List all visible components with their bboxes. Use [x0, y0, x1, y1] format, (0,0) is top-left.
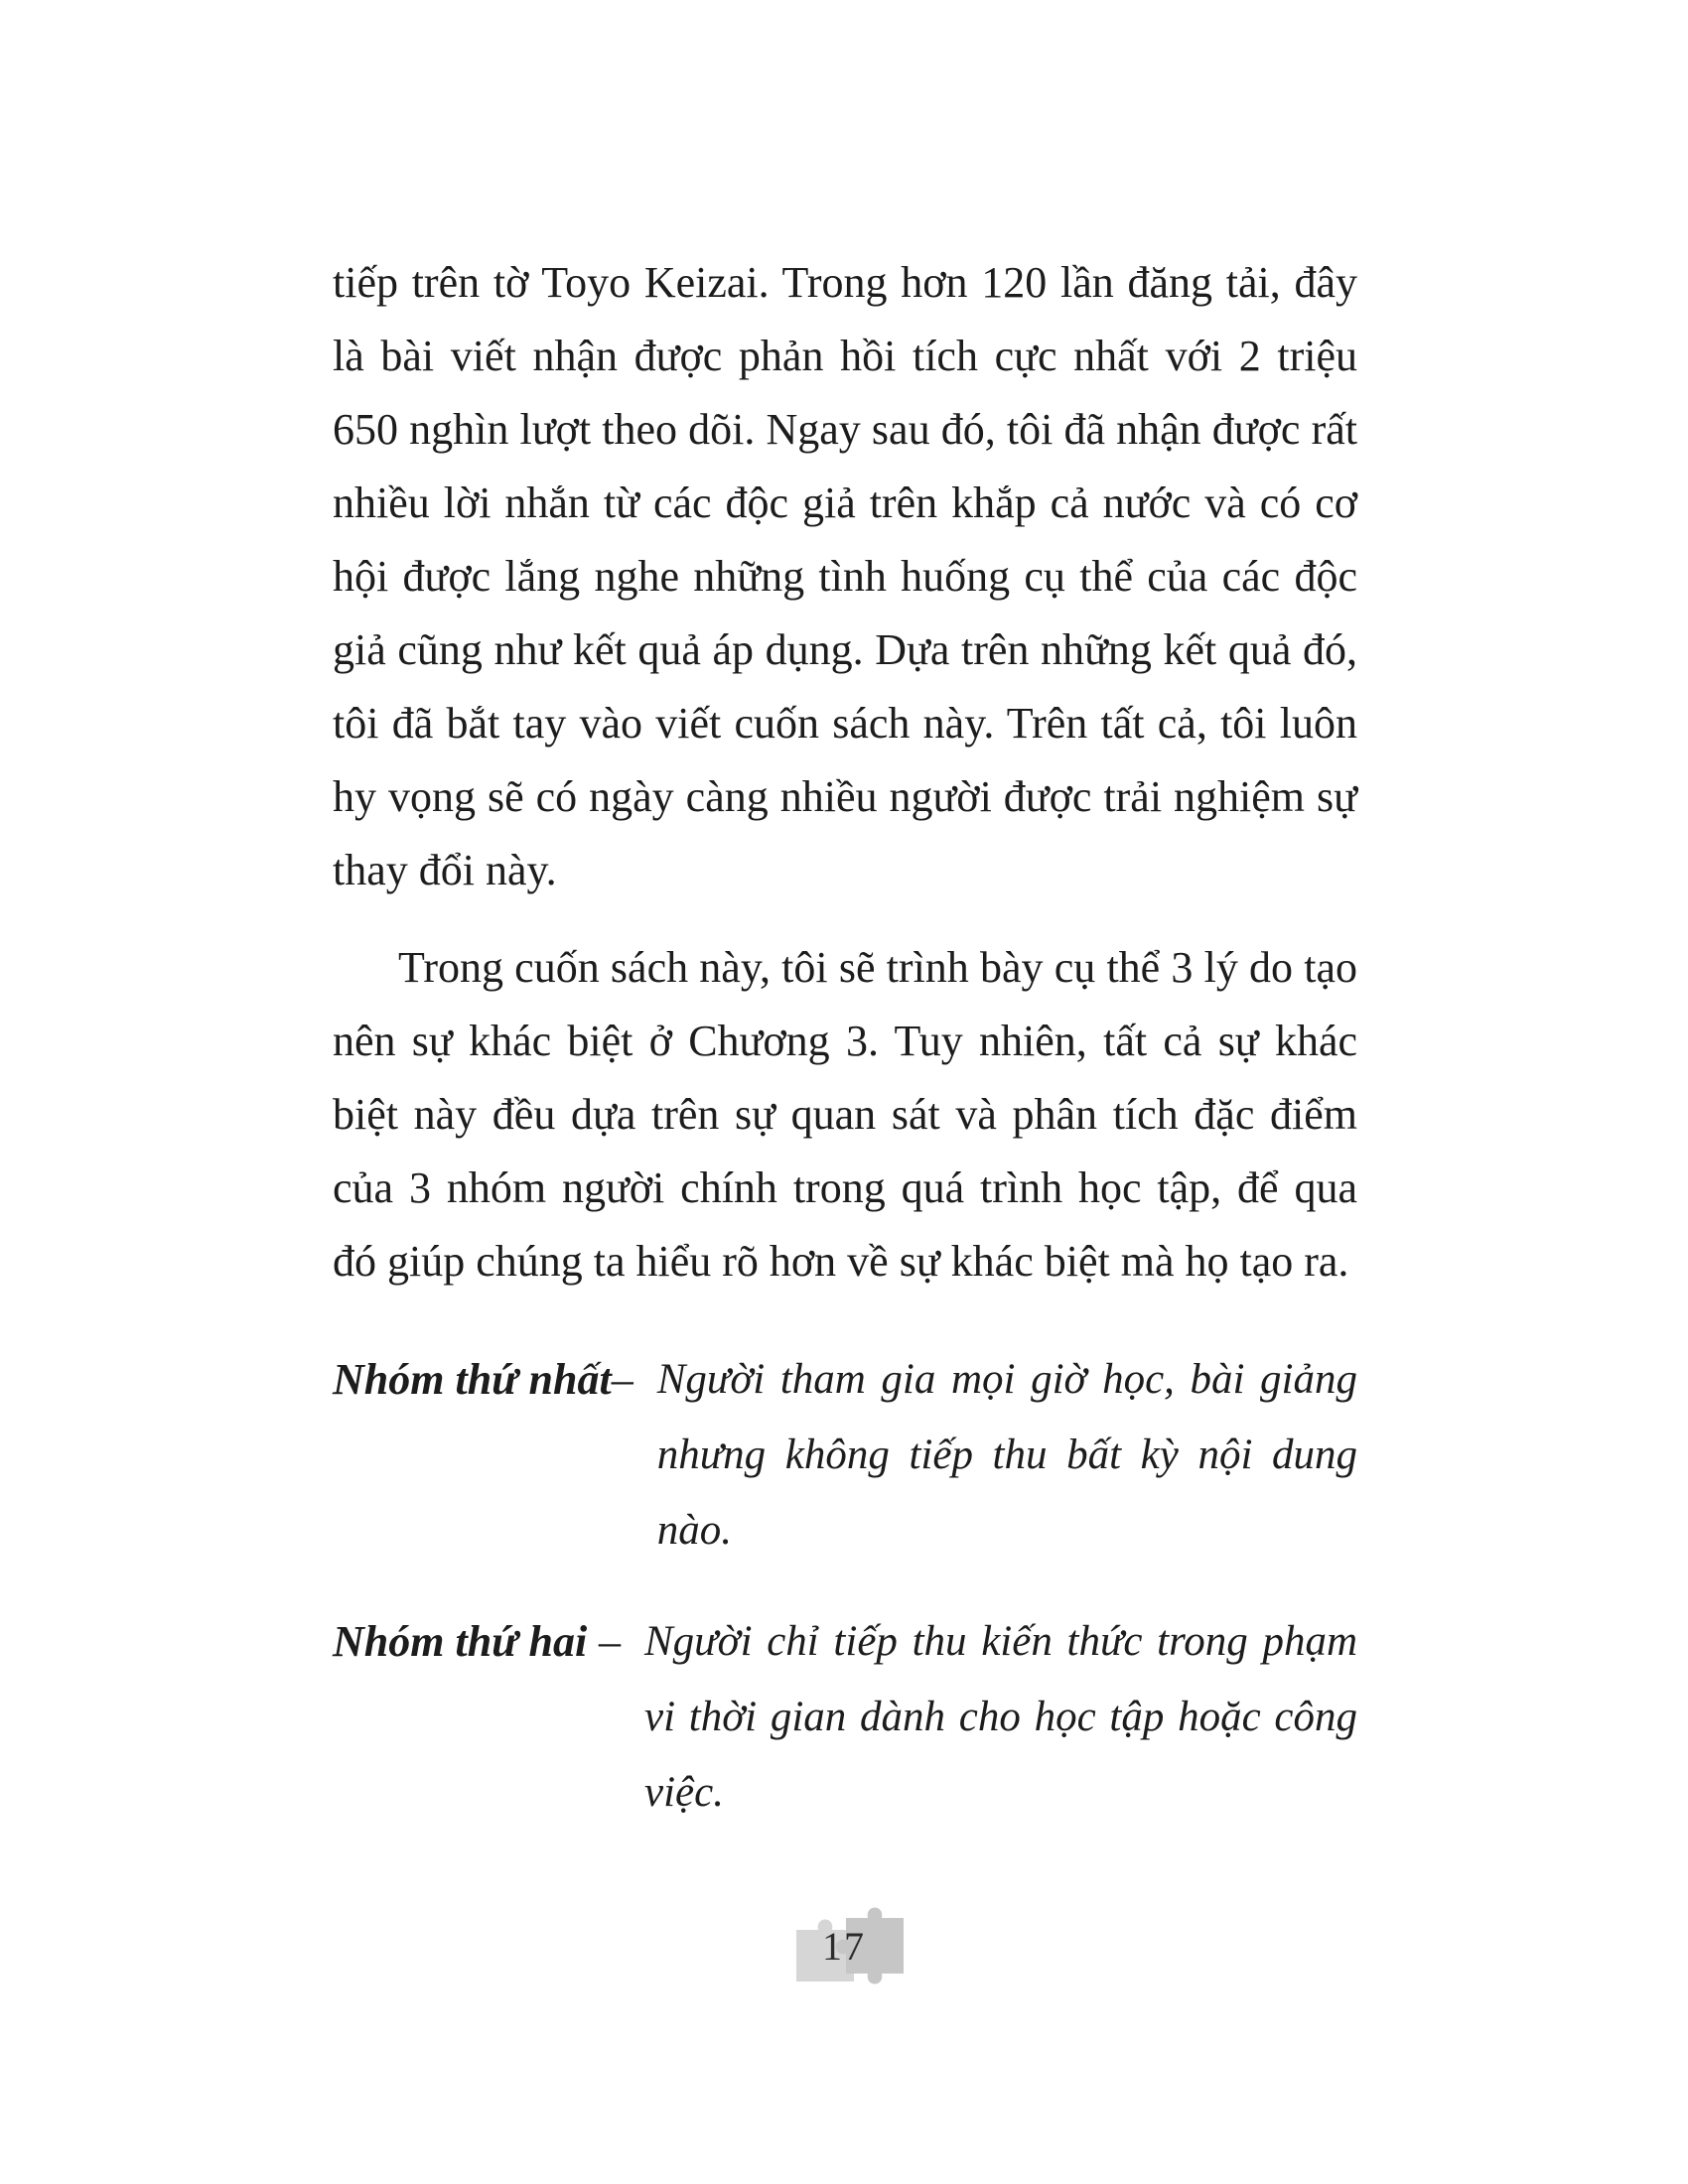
body-paragraph: Trong cuốn sách này, tôi sẽ trình bày cụ thể 3 lý do tạo nên sự khác biệt ở Chương 3. Tuy nhiên, tất cả sự khác biệt này đều dựa trên sự quan sát và phân tích đặc điểm của 3 nhóm người chính trong quá trình học tập, để qua đó giúp chúng ta hiểu rõ hơn về sự khác biệt mà họ tạo ra. [333, 943, 1357, 1286]
page-footer [0, 1904, 1688, 1987]
definition-item [333, 1604, 1357, 1831]
page-content [333, 246, 1357, 1866]
page-number-block [774, 1904, 914, 1987]
definition-text: Người chỉ tiếp thu kiến thức trong phạm vi thời gian dành cho học tập hoặc công việc. [644, 1618, 1357, 1816]
body-paragraph: tiếp trên tờ Toyo Keizai. Trong hơn 120 lần đăng tải, đây là bài viết nhận được phản hồi tích cực nhất với 2 triệu 650 nghìn lượt theo dõi. Ngay sau đó, tôi đã nhận được rất nhiều lời nhắn từ các độc giả trên khắp cả nước và có cơ hội được lắng nghe những tình huống cụ thể của các độc giả cũng như kết quả áp dụng. Dựa trên những kết quả đó, tôi đã bắt tay vào viết cuốn sách này. Trên tất cả, tôi luôn hy vọng sẽ có ngày càng nhiều người được trải nghiệm sự thay đổi này. [333, 258, 1357, 894]
definition-text: Người tham gia mọi giờ học, bài giảng nhưng không tiếp thu bất kỳ nội dung nào. [656, 1356, 1357, 1554]
definition-list [333, 1342, 1357, 1831]
definition-label: Nhóm thứ hai [333, 1617, 588, 1666]
definition-item [333, 1342, 1357, 1569]
definition-dash: – [611, 1355, 633, 1404]
definition-label: Nhóm thứ nhất [333, 1355, 612, 1404]
definition-dash: – [599, 1617, 621, 1666]
page-number: 17 [822, 1923, 866, 1969]
